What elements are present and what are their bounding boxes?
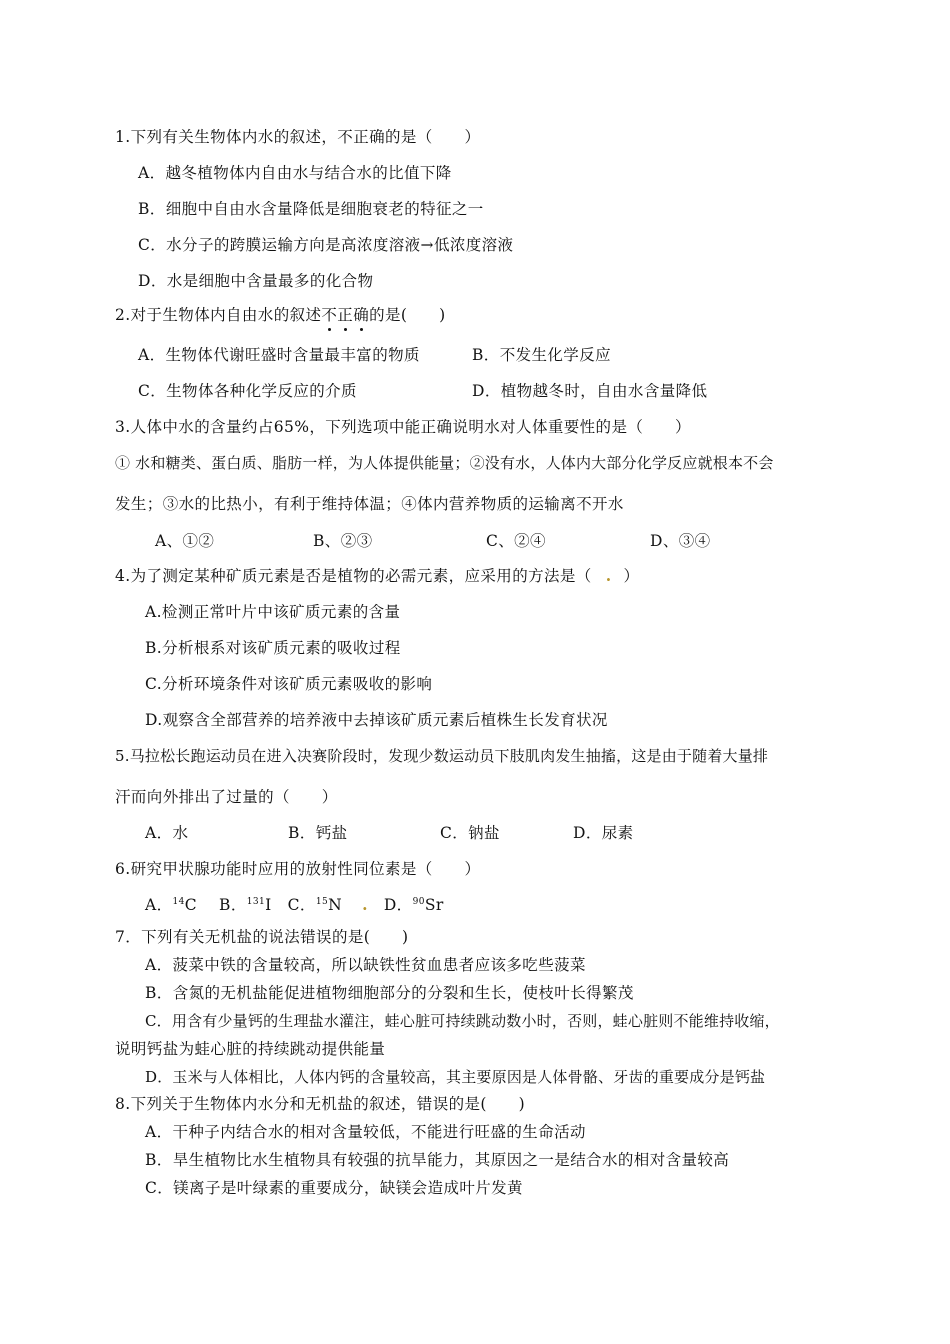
q5-option-a: A．水 [145,824,189,842]
q4-stem [115,566,639,586]
q4-option-c: C.分析环境条件对该矿质元素吸收的影响 [145,675,433,693]
q7-option-d: D．玉米与人体相比，人体内钙的含量较高，其主要原因是人体骨骼、牙齿的重要成分是钙盐 [145,1068,766,1086]
q2-stem-tail: 的是( ) [369,306,446,324]
q1-option-c: C．水分子的跨膜运输方向是高浓度溶液→低浓度溶液 [138,236,514,254]
q3-option-a: A、①② [155,532,215,550]
q5-option-c: C．钠盐 [440,824,500,842]
q6-option-a: A．$^{14}$C [145,896,198,914]
q2-option-a: A．生物体代谢旺盛时含量最丰富的物质 [138,346,420,364]
q5-option-d: D．尿素 [573,824,634,842]
q7-option-a: A．菠菜中铁的含量较高，所以缺铁性贫血患者应该多吃些菠菜 [145,956,586,974]
q7-stem: 7．下列有关无机盐的说法错误的是( ) [115,928,409,946]
q4-stray-mark: . [605,566,612,585]
isotope-mass-number: 131 [246,897,266,907]
isotope-mass-number: 15 [315,897,329,907]
q7-option-c-line-2: 说明钙盐为蛙心脏的持续跳动提供能量 [115,1040,386,1058]
q6-option-c: C．$^{15}$N [287,896,343,914]
q6-options [145,895,444,915]
q2-stem [115,305,446,325]
q2-option-c: C．生物体各种化学反应的介质 [138,382,357,400]
q2-option-d: D．植物越冬时，自由水含量降低 [472,382,708,400]
q6-option-b: B．$^{131}$I [219,896,272,914]
q1-option-b: B．细胞中自由水含量降低是细胞衰老的特征之一 [138,200,484,218]
q4-option-d: D.观察含全部营养的培养液中去掉该矿质元素后植株生长发育状况 [145,711,608,729]
q2-stem-text: 2.对于生物体内自由水的叙述 [115,306,322,324]
q3-option-d: D、③④ [650,532,711,550]
isotope-mass-number: 14 [172,897,185,907]
q1-stem: 1.下列有关生物体内水的叙述，不正确的是（ ） [115,128,481,146]
q4-stem-text: 4.为了测定某种矿质元素是否是植物的必需元素，应采用的方法是（ [115,567,592,585]
q3-statement-line-2: 发生；③水的比热小，有利于维持体温；④体内营养物质的运输离不开水 [115,495,624,513]
q1-option-d: D．水是细胞中含量最多的化合物 [138,272,374,290]
q8-stem: 8.下列关于生物体内水分和无机盐的叙述，错误的是( ) [115,1095,526,1113]
q3-option-b: B、②③ [313,532,373,550]
q4-option-a: A.检测正常叶片中该矿质元素的含量 [145,603,401,621]
q7-option-b: B．含氮的无机盐能促进植物细胞部分的分裂和生长，使枝叶长得繁茂 [145,984,634,1002]
q3-option-c: C、②④ [486,532,546,550]
q7-option-c-line-1: C．用含有少量钙的生理盐水灌注，蛙心脏可持续跳动数小时，否则，蛙心脏则不能维持收缩， [145,1012,780,1030]
q4-stem-tail: ） [623,567,640,585]
q3-statement-line-1: ① 水和糖类、蛋白质、脂肪一样，为人体提供能量；②没有水，人体内大部分化学反应就根本不会 [115,454,774,472]
emphasis-dot-char: 确 [353,306,370,324]
isotope-mass-number: 90 [412,897,425,907]
q3-stem: 3.人体中水的含量约占65%，下列选项中能正确说明水对人体重要性的是（ ） [115,418,691,436]
q8-option-c: C．镁离子是叶绿素的重要成分，缺镁会造成叶片发黄 [145,1179,523,1197]
q8-option-b: B．旱生植物比水生植物具有较强的抗旱能力，其原因之一是结合水的相对含量较高 [145,1151,730,1169]
q2-option-b: B．不发生化学反应 [472,346,611,364]
q1-option-a: A．越冬植物体内自由水与结合水的比值下降 [138,164,452,182]
emphasis-dot-char: 不 [321,306,338,324]
q5-stem-line-1: 5.马拉松长跑运动员在进入决赛阶段时，发现少数运动员下肢肌肉发生抽搐，这是由于随着大量排 [115,747,769,765]
q6-stem: 6.研究甲状腺功能时应用的放射性同位素是（ ） [115,860,481,878]
q5-option-b: B．钙盐 [288,824,348,842]
q6-option-d: D．$^{90}$Sr [383,896,444,914]
q8-option-a: A．干种子内结合水的相对含量较低，不能进行旺盛的生命活动 [145,1123,586,1141]
q5-stem-line-2: 汗而向外排出了过量的（ ） [115,788,338,806]
q6-stray-mark: . [362,895,368,914]
emphasis-dot-char: 正 [337,306,354,324]
q4-option-b: B.分析根系对该矿质元素的吸收过程 [145,639,401,657]
